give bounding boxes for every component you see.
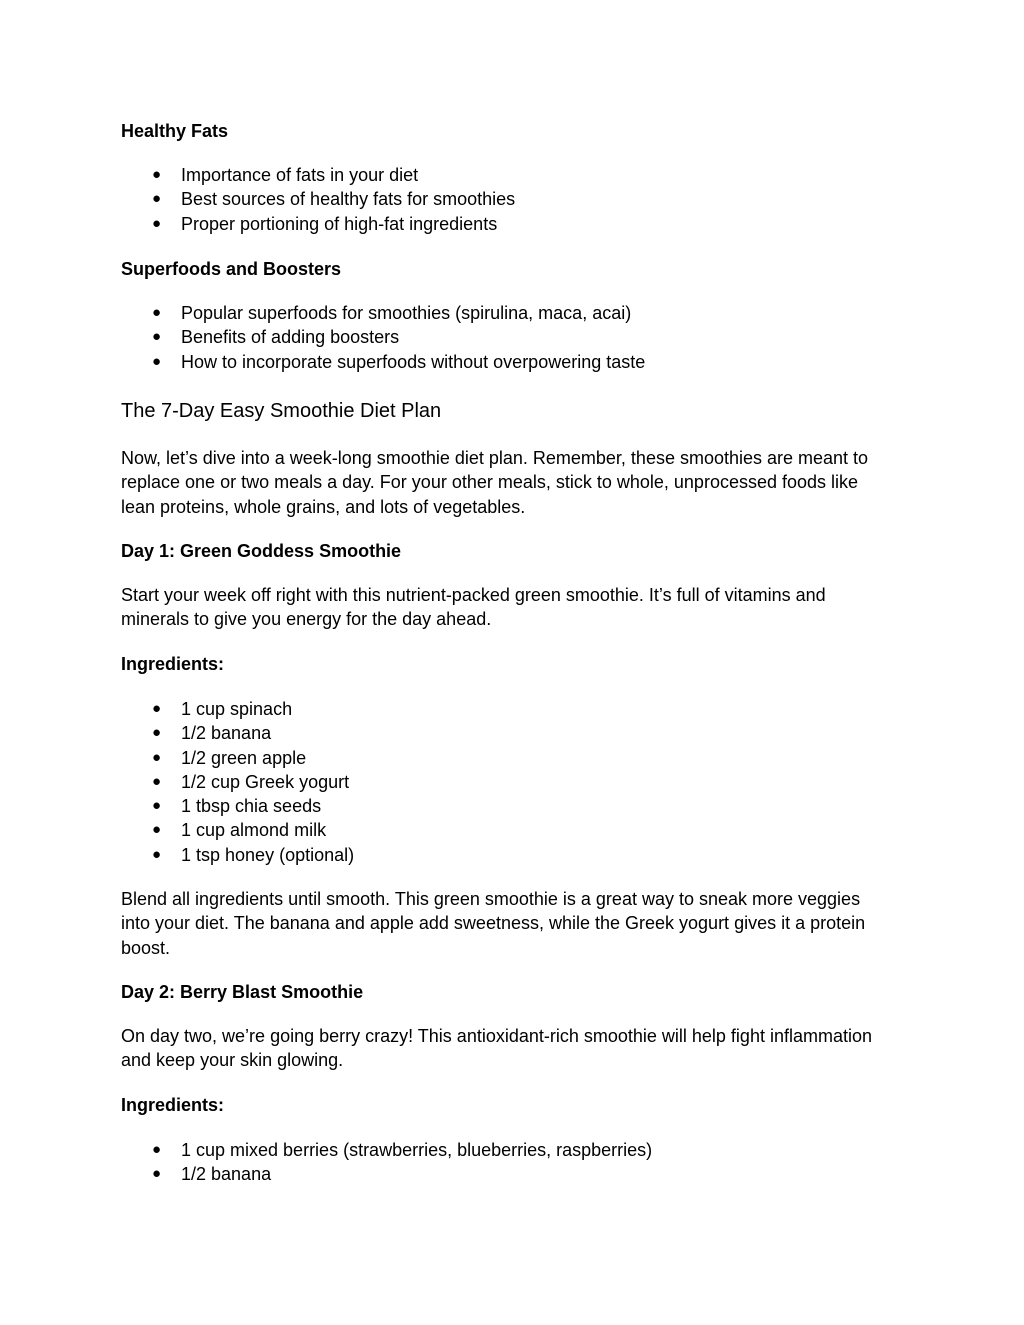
text-line: into your diet. The banana and apple add sweetness, while the Greek yogurt gives it a protein bbox=[121, 913, 866, 934]
bullet-icon: ● bbox=[152, 821, 162, 839]
day2-ingredients-label: Ingredients: bbox=[121, 1095, 225, 1115]
text-line: Start your week off right with this nutrient-packed green smoothie. It’s full of vitamins and bbox=[121, 585, 826, 605]
list-item: ● Benefits of adding boosters bbox=[121, 325, 645, 349]
list-item: ● 1/2 cup Greek yogurt bbox=[121, 770, 354, 794]
list-item: ● 1 cup spinach bbox=[121, 697, 354, 721]
bullet-icon: ● bbox=[152, 190, 162, 208]
text-line: boost. bbox=[121, 937, 171, 958]
bullet-icon: ● bbox=[152, 214, 162, 232]
plan-intro bbox=[121, 446, 868, 519]
text-line: replace one or two meals a day. For your other meals, stick to whole, unprocessed foods like bbox=[121, 472, 859, 493]
bullet-icon: ● bbox=[152, 352, 162, 370]
text-line: Blend all ingredients until smooth. This green smoothie is a great way to sneak more veggies bbox=[121, 889, 861, 909]
day2-ingredients-list bbox=[121, 1138, 652, 1187]
list-item: ● Importance of fats in your diet bbox=[121, 163, 515, 187]
bullet-icon: ● bbox=[152, 724, 162, 742]
section-heading-healthy-fats: Healthy Fats bbox=[121, 121, 229, 141]
text-line: lean proteins, whole grains, and lots of vegetables. bbox=[121, 496, 526, 517]
list-item: ● How to incorporate superfoods without overpowering taste bbox=[121, 350, 645, 374]
list-item: ● 1/2 green apple bbox=[121, 746, 354, 770]
list-item: ● 1 tbsp chia seeds bbox=[121, 794, 354, 818]
list-item: ● 1 cup almond milk bbox=[121, 818, 354, 842]
bullet-icon: ● bbox=[152, 328, 162, 346]
list-item: ● 1 tsp honey (optional) bbox=[121, 843, 354, 867]
bullet-icon: ● bbox=[152, 166, 162, 183]
bullet-icon: ● bbox=[152, 748, 162, 766]
bullet-icon: ● bbox=[152, 304, 162, 321]
list-item: ● Proper portioning of high-fat ingredients bbox=[121, 212, 515, 236]
list-item: ● Popular superfoods for smoothies (spirulina, maca, acai) bbox=[121, 301, 645, 325]
list-item: ● 1 cup mixed berries (strawberries, blueberries, raspberries) bbox=[121, 1138, 652, 1162]
list-item: ● Best sources of healthy fats for smoothies bbox=[121, 187, 515, 211]
day2-heading: Day 2: Berry Blast Smoothie bbox=[121, 982, 364, 1002]
text-line: minerals to give you energy for the day ahead. bbox=[121, 609, 492, 630]
text-line: Now, let’s dive into a week-long smoothie diet plan. Remember, these smoothies are meant to bbox=[121, 448, 869, 468]
section-heading-superfoods: Superfoods and Boosters bbox=[121, 259, 342, 279]
bullet-icon: ● bbox=[152, 1165, 162, 1183]
text-line: and keep your skin glowing. bbox=[121, 1050, 344, 1071]
plan-heading: The 7-Day Easy Smoothie Diet Plan bbox=[121, 400, 442, 422]
bullet-icon: ● bbox=[152, 772, 162, 790]
list-item: ● 1/2 banana bbox=[121, 721, 354, 745]
day1-intro bbox=[121, 583, 826, 632]
bullet-icon: ● bbox=[152, 700, 162, 717]
day1-ingredients-label: Ingredients: bbox=[121, 654, 225, 674]
day1-ingredients-list bbox=[121, 697, 354, 867]
day2-intro bbox=[121, 1024, 872, 1073]
superfoods-list bbox=[121, 301, 645, 374]
bullet-icon: ● bbox=[152, 845, 162, 863]
healthy-fats-list bbox=[121, 163, 515, 236]
bullet-icon: ● bbox=[152, 797, 162, 815]
list-item: ● 1/2 banana bbox=[121, 1162, 652, 1186]
text-line: On day two, we’re going berry crazy! This antioxidant-rich smoothie will help fight inflammation bbox=[121, 1026, 872, 1046]
day1-heading: Day 1: Green Goddess Smoothie bbox=[121, 541, 402, 561]
bullet-icon: ● bbox=[152, 1141, 162, 1158]
day1-outro bbox=[121, 887, 865, 960]
